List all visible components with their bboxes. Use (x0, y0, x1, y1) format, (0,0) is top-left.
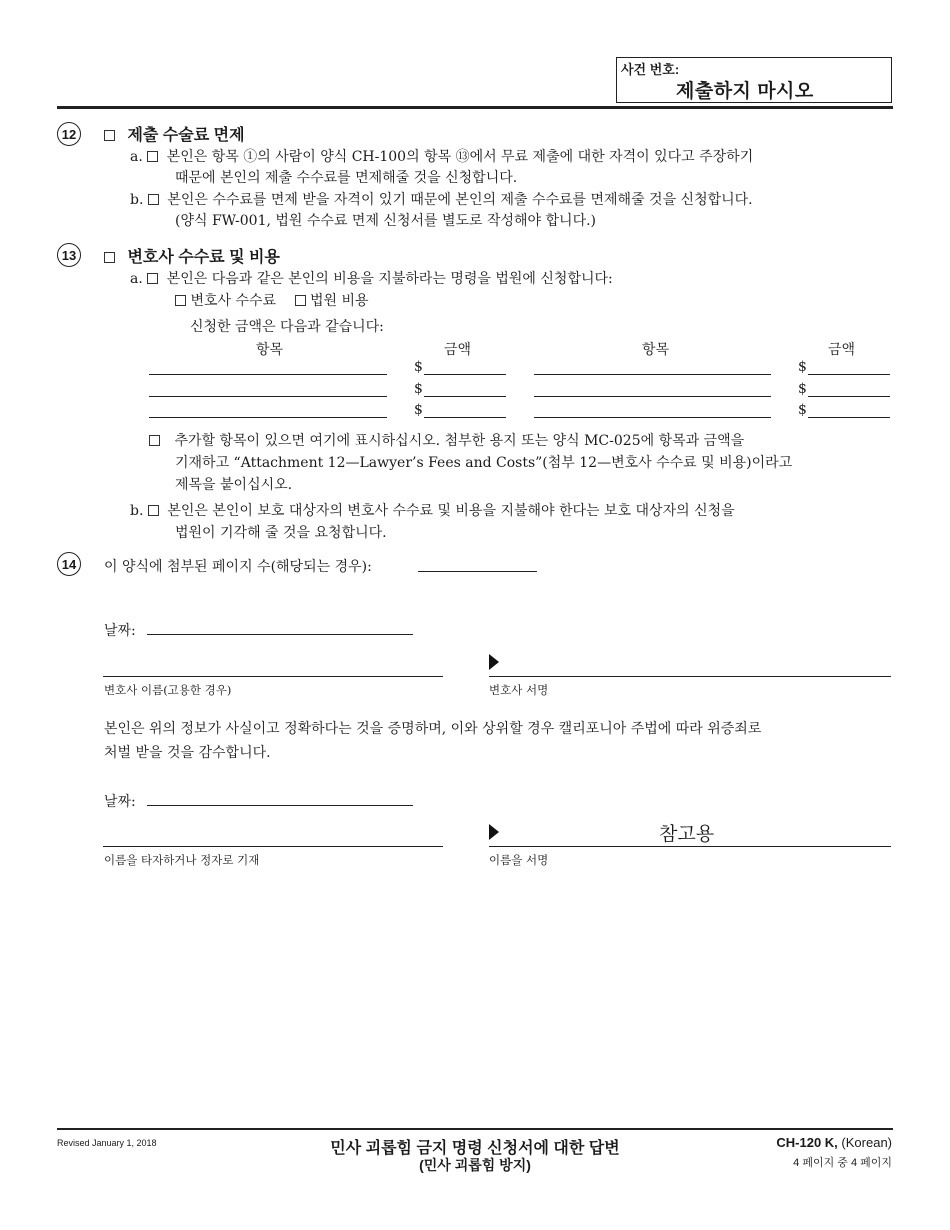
extra-items-line3: 제목을 붙이십시오. (175, 477, 293, 493)
section-13-heading (104, 244, 280, 267)
extra-items (149, 430, 744, 450)
col-header-item-left: 항목 (256, 342, 284, 358)
lawyer-fees-checkbox[interactable] (175, 295, 186, 306)
footer-subtitle: (민사 괴롭힘 방지) (419, 1157, 531, 1173)
header-rule (57, 106, 893, 109)
dollar-sign: $ (798, 381, 807, 397)
col-header-item-right: 항목 (642, 342, 670, 358)
extra-items-line1: 추가할 항목이 있으면 여기에 표시하십시오. 첨부한 용지 또는 양식 MC-025에 항목과 금액을 (174, 433, 745, 449)
lawyer-fees-label: 변호사 수수료 (190, 293, 277, 309)
section-12a-line2: 때문에 본인의 제출 수수료를 면제해줄 것을 신청합니다. (175, 170, 518, 186)
signature-arrow-icon (489, 824, 499, 840)
section-12b (130, 189, 753, 209)
dollar-sign: $ (798, 402, 807, 418)
section-12-number: 12 (57, 122, 81, 146)
section-13-number: 13 (57, 243, 81, 267)
lawyer-signature-caption: 변호사 서명 (489, 683, 549, 697)
attached-pages-label: 이 양식에 첨부된 페이지 수(해당되는 경우): (104, 559, 372, 575)
lawyer-signature-field[interactable] (489, 676, 891, 677)
date-field-1[interactable] (147, 634, 413, 635)
section-12-checkbox[interactable] (104, 130, 115, 141)
section-12b-checkbox[interactable] (148, 194, 159, 205)
section-12a (130, 146, 753, 166)
fee-item-field-2[interactable] (149, 396, 387, 397)
fee-item-field-5[interactable] (534, 396, 771, 397)
section-12b-line2: (양식 FW-001, 법원 수수료 면제 신청서를 별도로 작성해야 합니다.) (175, 213, 597, 229)
date-label: 날짜: (104, 623, 136, 639)
extra-items-line2: 기재하고 “Attachment 12—Lawyer’s Fees and Costs”(첨부 12—변호사 수수료 및 비용)이라고 (175, 455, 793, 471)
section-12b-line1: 본인은 수수료를 면제 받을 자격이 있기 때문에 본인의 제출 수수료를 면제해줄 것을 신청합니다. (167, 192, 753, 208)
dollar-sign: $ (798, 359, 807, 375)
fee-item-field-3[interactable] (149, 417, 387, 418)
date-field-2[interactable] (147, 805, 413, 806)
section-13a (130, 268, 613, 288)
court-costs-label: 법원 비용 (309, 293, 369, 309)
section-12b-prefix: b. (130, 192, 144, 208)
fee-amount-field-4[interactable] (808, 374, 890, 375)
lawyer-name-field[interactable] (103, 676, 443, 677)
section-13b (130, 500, 735, 520)
attached-pages-field[interactable] (418, 571, 537, 572)
signature-arrow-icon (489, 654, 499, 670)
date-label: 날짜: (104, 794, 136, 810)
court-costs-checkbox[interactable] (295, 295, 306, 306)
section-14-number: 14 (57, 552, 81, 576)
printed-name-caption: 이름을 타자하거나 정자로 기재 (104, 853, 260, 867)
section-13b-line1: 본인은 본인이 보호 대상자의 변호사 수수료 및 비용을 지불해야 한다는 보호 대상자의 신청을 (167, 503, 735, 519)
revised-date: Revised January 1, 2018 (57, 1138, 157, 1148)
col-header-amount-right: 금액 (828, 342, 856, 358)
dollar-sign: $ (414, 359, 423, 375)
page-indicator: 4 페이지 중 4 페이지 (793, 1157, 892, 1169)
section-12-heading (104, 122, 245, 145)
signature-caption: 이름을 서명 (489, 853, 549, 867)
signature-note: 참고용 (659, 824, 715, 845)
section-12a-line1: 본인은 항목 ①의 사람이 양식 CH-100의 항목 ⑬에서 무료 제출에 대한 자격이 있다고 주장하기 (166, 149, 754, 165)
fee-item-field-4[interactable] (534, 374, 771, 375)
lawyer-name-caption: 변호사 이름(고용한 경우) (104, 683, 232, 697)
section-13a-prefix: a. (130, 271, 143, 287)
section-13-checkbox[interactable] (104, 252, 115, 263)
fee-amount-field-1[interactable] (424, 374, 506, 375)
case-number-label: 사건 번호: (621, 62, 680, 77)
form-id-language: (Korean) (841, 1135, 892, 1150)
section-12a-checkbox[interactable] (147, 151, 158, 162)
fee-amount-field-5[interactable] (808, 396, 890, 397)
fee-amount-field-2[interactable] (424, 396, 506, 397)
dollar-sign: $ (414, 402, 423, 418)
section-13a-line1: 본인은 다음과 같은 본인의 비용을 지불하라는 명령을 법원에 신청합니다: (166, 271, 613, 287)
section-13a-checkbox[interactable] (147, 273, 158, 284)
section-12a-prefix: a. (130, 149, 143, 165)
section-13b-checkbox[interactable] (148, 505, 159, 516)
dollar-sign: $ (414, 381, 423, 397)
col-header-amount-left: 금액 (444, 342, 472, 358)
form-id (776, 1135, 892, 1150)
declaration-line1: 본인은 위의 정보가 사실이고 정확하다는 것을 증명하며, 이와 상위할 경우 캘리포니아 주법에 따라 위증죄로 (104, 721, 762, 737)
fee-amount-field-3[interactable] (424, 417, 506, 418)
section-12-title: 제출 수술료 면제 (127, 127, 245, 144)
footer-title: 민사 괴롭힘 금지 명령 신청서에 대한 답변 (330, 1140, 620, 1157)
section-13b-prefix: b. (130, 503, 144, 519)
declaration-line2: 처벌 받을 것을 감수합니다. (104, 745, 271, 761)
fee-item-field-6[interactable] (534, 417, 771, 418)
extra-items-checkbox[interactable] (149, 435, 160, 446)
case-number-value: 제출하지 마시오 (676, 81, 814, 102)
fee-item-field-1[interactable] (149, 374, 387, 375)
fee-amount-field-6[interactable] (808, 417, 890, 418)
signature-field[interactable] (489, 846, 891, 847)
section-13a-options (175, 290, 369, 310)
section-13b-line2: 법원이 기각해 줄 것을 요청합니다. (175, 525, 387, 541)
amount-intro: 신청한 금액은 다음과 같습니다: (190, 319, 384, 335)
form-id-code: CH-120 K, (776, 1135, 838, 1150)
printed-name-field[interactable] (103, 846, 443, 847)
footer-rule (57, 1128, 893, 1130)
section-13-title: 변호사 수수료 및 비용 (127, 249, 280, 266)
